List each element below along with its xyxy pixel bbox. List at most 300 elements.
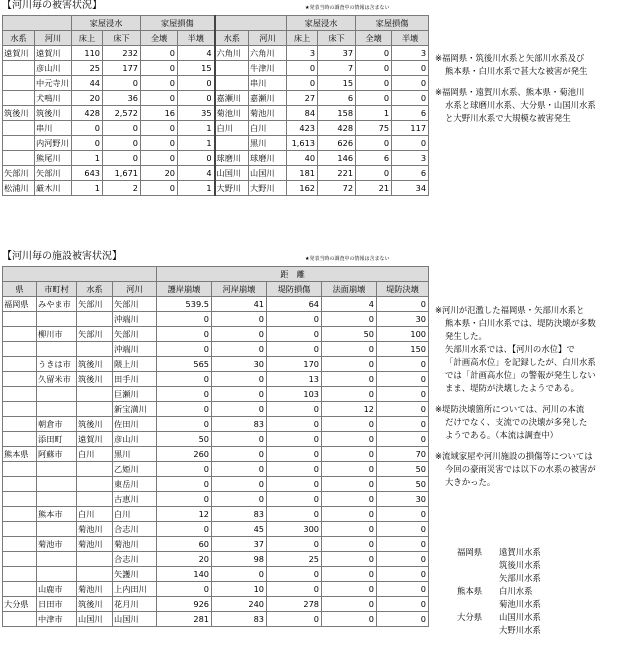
table-cell: 矢部川 <box>77 297 113 312</box>
table-cell: 0 <box>157 387 212 402</box>
table-cell: 2,572 <box>103 106 141 121</box>
table-cell: みやま市 <box>37 297 77 312</box>
table-cell: 177 <box>103 61 141 76</box>
table-cell <box>77 492 113 507</box>
column-header: 水系 <box>77 282 113 297</box>
remark-line: ようである。（本流は調査中） <box>445 430 559 440</box>
table-cell: 162 <box>287 181 318 196</box>
remark-line: ※堤防決壊箇所については、河川の本流 <box>435 404 585 414</box>
table-cell: 0 <box>287 76 318 91</box>
table-cell: 0 <box>212 462 267 477</box>
table-cell: 0 <box>103 151 141 166</box>
table-row <box>3 327 429 342</box>
table-row <box>3 312 429 327</box>
table-cell <box>77 552 113 567</box>
table-cell: 50 <box>377 477 429 492</box>
table-cell: 0 <box>157 522 212 537</box>
section2-note: ★発表当時の調査中の情報は含まない <box>305 256 390 262</box>
table-cell <box>3 537 37 552</box>
water-system-label: 矢部川水系 <box>499 572 541 583</box>
table-cell: 0 <box>157 462 212 477</box>
table-cell: 牛津川 <box>249 61 287 76</box>
table-row <box>3 76 429 91</box>
table-cell: 0 <box>377 357 429 372</box>
table-cell: 0 <box>377 612 429 627</box>
table-cell: 熊本県 <box>3 447 37 462</box>
water-system-label: 筑後川水系 <box>499 559 541 570</box>
table-cell: 白川 <box>249 121 287 136</box>
list-item <box>457 545 577 558</box>
table-cell: 筑後川 <box>77 357 113 372</box>
water-system-label: 遠賀川水系 <box>499 546 541 557</box>
table-row <box>3 136 429 151</box>
table-cell: 0 <box>178 76 215 91</box>
table-cell: 白川 <box>77 507 113 522</box>
table-cell: 40 <box>287 151 318 166</box>
table-cell: 232 <box>103 46 141 61</box>
table-row <box>3 612 429 627</box>
table-cell: 0 <box>267 612 322 627</box>
column-header: 全壊 <box>141 31 178 46</box>
remark-line: 矢部川水系では、【河川の水位】で <box>445 344 575 354</box>
table-cell: 0 <box>141 91 178 106</box>
table-cell: 白川 <box>77 447 113 462</box>
remark-line: では「計画高水位」の警報が発生しない <box>445 370 596 380</box>
table-row <box>3 357 429 372</box>
water-system-label: 山国川水系 <box>499 611 541 622</box>
table-cell: 0 <box>212 432 267 447</box>
table-cell: 山国川 <box>249 166 287 181</box>
table-cell: 合志川 <box>113 522 157 537</box>
table-cell: 0 <box>212 567 267 582</box>
table-cell: 2 <box>103 181 141 196</box>
table-cell: 98 <box>212 552 267 567</box>
table-cell: 20 <box>141 166 178 181</box>
table-cell <box>215 136 249 151</box>
table-cell: 六角川 <box>215 46 249 61</box>
table-cell: 626 <box>318 136 356 151</box>
table-cell: 0 <box>267 582 322 597</box>
table-cell <box>3 387 37 402</box>
table-cell: 厳木川 <box>35 181 72 196</box>
table-row <box>3 507 429 522</box>
table-cell: 0 <box>322 387 377 402</box>
table-cell <box>77 477 113 492</box>
table-cell: 矢護川 <box>113 567 157 582</box>
remark-line: 水系と球磨川水系、大分県・山国川水系 <box>445 100 596 110</box>
table-cell <box>3 522 37 537</box>
table-cell: 筑後川 <box>77 417 113 432</box>
table-cell: 矢部川 <box>77 327 113 342</box>
table-cell: 20 <box>72 91 103 106</box>
table-cell: 83 <box>212 612 267 627</box>
table-cell <box>3 492 37 507</box>
table-cell: 0 <box>267 462 322 477</box>
table-cell: 3 <box>392 46 429 61</box>
table-cell: 0 <box>212 402 267 417</box>
table-cell: 内河野川 <box>35 136 72 151</box>
table-cell: 0 <box>322 462 377 477</box>
table-cell: 嘉瀬川 <box>249 91 287 106</box>
table-cell: 16 <box>141 106 178 121</box>
table-cell: 山国川 <box>77 612 113 627</box>
table-cell: 0 <box>267 492 322 507</box>
table-cell: 熊尾川 <box>35 151 72 166</box>
table-cell: 0 <box>322 417 377 432</box>
table-cell: 0 <box>267 312 322 327</box>
table-cell: 阿蘇市 <box>37 447 77 462</box>
table-cell: 423 <box>287 121 318 136</box>
table-cell: 合志川 <box>113 552 157 567</box>
table-cell: 539.5 <box>157 297 212 312</box>
table-cell: 44 <box>72 76 103 91</box>
table-cell: 0 <box>267 567 322 582</box>
table-cell: 山鹿市 <box>37 582 77 597</box>
table-cell: 0 <box>157 342 212 357</box>
list-item <box>457 610 577 623</box>
column-header: 河川 <box>113 282 157 297</box>
table-cell: 菊池川 <box>77 582 113 597</box>
table-cell: 0 <box>392 76 429 91</box>
remark-line: まま、堤防が決壊したようである。 <box>445 383 579 393</box>
table-cell: 古恵川 <box>113 492 157 507</box>
table-cell: 熊本市 <box>37 507 77 522</box>
table-cell: 中津市 <box>37 612 77 627</box>
table-cell: 0 <box>212 312 267 327</box>
table-cell: 0 <box>356 61 392 76</box>
remark-line: ※河川が氾濫した福岡県・矢部川水系と <box>435 305 585 315</box>
table-cell: 0 <box>356 136 392 151</box>
table-cell: 遠賀川 <box>3 46 35 61</box>
section2-title: 【河川毎の施設被害状況】 <box>2 251 122 262</box>
table-cell: 串川 <box>249 76 287 91</box>
remark-line: 今回の豪雨災害では以下の水系の被害が <box>445 464 596 474</box>
table-row <box>3 492 429 507</box>
remark-paragraph <box>435 86 596 125</box>
table-cell: 0 <box>377 417 429 432</box>
table-cell: 0 <box>322 567 377 582</box>
table-cell <box>77 387 113 402</box>
table-cell: 菊池市 <box>37 537 77 552</box>
table-cell: 白川 <box>215 121 249 136</box>
remark-line: 熊本県・白川水系で甚大な被害が発生 <box>445 66 588 76</box>
table-cell: 筑後川 <box>35 106 72 121</box>
table-cell: 菊池川 <box>113 537 157 552</box>
table-row <box>3 462 429 477</box>
table-cell: 田手川 <box>113 372 157 387</box>
table-cell: 巨瀬川 <box>113 387 157 402</box>
table-cell: 沖端川 <box>113 342 157 357</box>
table-cell: 0 <box>267 342 322 357</box>
water-system-label: 白川水系 <box>499 585 533 596</box>
column-header: 法面崩壊 <box>322 282 377 297</box>
list-item <box>457 584 577 597</box>
table-cell: 日田市 <box>37 597 77 612</box>
table-cell: 0 <box>267 432 322 447</box>
table-row <box>3 402 429 417</box>
table-cell: 筑後川 <box>77 372 113 387</box>
table-cell <box>3 121 35 136</box>
table-cell <box>3 91 35 106</box>
table-cell: 75 <box>356 121 392 136</box>
table-cell: 300 <box>267 522 322 537</box>
table-cell: 240 <box>212 597 267 612</box>
table-cell: 221 <box>318 166 356 181</box>
table-row <box>3 151 429 166</box>
table-cell: 0 <box>141 136 178 151</box>
table-cell: 181 <box>287 166 318 181</box>
table-cell: 菊池川 <box>249 106 287 121</box>
table-cell <box>3 61 35 76</box>
table-row <box>3 166 429 181</box>
table-cell: 30 <box>377 312 429 327</box>
table-cell: 0 <box>377 522 429 537</box>
table-cell <box>3 612 37 627</box>
remark-paragraph <box>435 403 596 442</box>
table-cell <box>3 507 37 522</box>
table-row <box>3 91 429 106</box>
table-cell: 12 <box>322 402 377 417</box>
group-distance: 距 離 <box>157 267 429 282</box>
table-cell <box>3 327 37 342</box>
remark-paragraph <box>435 450 596 489</box>
column-header: 半壊 <box>392 31 429 46</box>
table-cell: 27 <box>287 91 318 106</box>
remark-paragraph <box>435 52 596 78</box>
table-cell: 83 <box>212 507 267 522</box>
table-cell: 0 <box>157 582 212 597</box>
table-cell: 0 <box>267 507 322 522</box>
table-cell: 東岳川 <box>113 477 157 492</box>
table-cell: 矢部川 <box>3 166 35 181</box>
table-cell: 大野川 <box>249 181 287 196</box>
table-cell <box>77 312 113 327</box>
table-cell <box>37 567 77 582</box>
table-row <box>3 387 429 402</box>
table-row <box>3 477 429 492</box>
table-cell: 彦山川 <box>35 61 72 76</box>
table-cell <box>3 357 37 372</box>
remark-line: と大野川水系で大規模な被害発生 <box>445 113 571 123</box>
table-cell: 0 <box>322 537 377 552</box>
prefecture-label <box>457 623 499 636</box>
table-cell <box>37 552 77 567</box>
list-item <box>457 558 577 571</box>
table-cell: 0 <box>103 121 141 136</box>
table-cell: 3 <box>287 46 318 61</box>
column-header: 河川 <box>35 31 72 46</box>
table-cell: 矢部川 <box>35 166 72 181</box>
table-cell: 0 <box>178 151 215 166</box>
facility-damage-table <box>2 266 429 627</box>
table-cell: 0 <box>157 492 212 507</box>
table-cell: 20 <box>157 552 212 567</box>
table-cell: 黒川 <box>113 447 157 462</box>
table-cell: 0 <box>103 136 141 151</box>
remark-line: 熊本県・白川水系では、堤防決壊が多数 <box>445 318 596 328</box>
prefecture-label <box>457 597 499 610</box>
table-cell: 117 <box>392 121 429 136</box>
table-cell: 146 <box>318 151 356 166</box>
table-cell: 0 <box>377 372 429 387</box>
table-row <box>3 582 429 597</box>
table-cell: 0 <box>392 61 429 76</box>
table-cell: 筑後川 <box>3 106 35 121</box>
table-cell: 25 <box>267 552 322 567</box>
column-header: 護岸崩壊 <box>157 282 212 297</box>
table-cell: 0 <box>322 477 377 492</box>
table-cell: 矢部川 <box>113 297 157 312</box>
column-header: 床上 <box>287 31 318 46</box>
table-row <box>3 61 429 76</box>
table-cell: 0 <box>392 136 429 151</box>
table-cell: 黒川 <box>249 136 287 151</box>
table-cell: 犬鳴川 <box>35 91 72 106</box>
list-item <box>457 597 577 610</box>
table-cell: 嘉瀬川 <box>215 91 249 106</box>
table-cell: 0 <box>212 447 267 462</box>
table-cell: 0 <box>322 612 377 627</box>
table-cell: 佐田川 <box>113 417 157 432</box>
prefecture-label: 福岡県 <box>457 546 483 557</box>
section2-remarks <box>435 304 596 497</box>
column-header: 河岸崩壊 <box>212 282 267 297</box>
table-cell: 25 <box>72 61 103 76</box>
table-cell: 0 <box>157 477 212 492</box>
table-cell: 0 <box>377 552 429 567</box>
table-cell: 0 <box>356 91 392 106</box>
table-cell: 0 <box>178 91 215 106</box>
table-cell: 0 <box>212 342 267 357</box>
table-cell <box>3 402 37 417</box>
table-cell: 6 <box>392 106 429 121</box>
column-header: 床下 <box>103 31 141 46</box>
table-cell: 0 <box>322 312 377 327</box>
list-item <box>457 571 577 584</box>
table-row <box>3 567 429 582</box>
affected-water-systems <box>457 545 577 636</box>
table-cell: 13 <box>267 372 322 387</box>
table-cell <box>3 151 35 166</box>
table-cell: 278 <box>267 597 322 612</box>
table-row <box>3 372 429 387</box>
remark-line: 「計画高水位」を記録したが、白川水系 <box>445 357 596 367</box>
table-cell: 0 <box>377 297 429 312</box>
table-cell: 30 <box>377 492 429 507</box>
table-cell: 0 <box>322 507 377 522</box>
table-cell: 50 <box>377 462 429 477</box>
table-cell: 0 <box>377 582 429 597</box>
table-cell: 565 <box>157 357 212 372</box>
table-cell: 6 <box>392 166 429 181</box>
table-cell: 0 <box>377 597 429 612</box>
table-cell: 0 <box>212 492 267 507</box>
table-row <box>3 447 429 462</box>
table-cell: 0 <box>267 477 322 492</box>
table-cell: 1 <box>178 181 215 196</box>
table-cell <box>77 342 113 357</box>
table-cell: 球磨川 <box>215 151 249 166</box>
column-header: 水系 <box>3 31 35 46</box>
column-header: 堤防決壊 <box>377 282 429 297</box>
table-cell: 1,613 <box>287 136 318 151</box>
table-cell <box>37 462 77 477</box>
remark-line: だけでなく、支流での決壊が多発した <box>445 417 588 427</box>
table-cell: 山国川 <box>215 166 249 181</box>
table-cell: 12 <box>157 507 212 522</box>
table-cell: 0 <box>267 402 322 417</box>
table-cell <box>3 76 35 91</box>
table-cell: 1,671 <box>103 166 141 181</box>
column-header: 水系 <box>215 31 249 46</box>
house-damage-table <box>2 15 429 196</box>
table-cell: 15 <box>178 61 215 76</box>
table-cell: 0 <box>212 327 267 342</box>
table-cell: 松浦川 <box>3 181 35 196</box>
table-cell: 170 <box>267 357 322 372</box>
table-cell <box>215 61 249 76</box>
table-cell: 110 <box>72 46 103 61</box>
column-header: 半壊 <box>178 31 215 46</box>
table-cell: 0 <box>392 91 429 106</box>
table-cell: 0 <box>377 537 429 552</box>
table-cell: 隈上川 <box>113 357 157 372</box>
table-cell: 矢部川 <box>113 327 157 342</box>
water-system-label: 菊池川水系 <box>499 598 541 609</box>
table-cell: 0 <box>356 76 392 91</box>
table-row <box>3 342 429 357</box>
table-cell: 0 <box>322 522 377 537</box>
table-cell: 遠賀川 <box>77 432 113 447</box>
table-row <box>3 417 429 432</box>
table-cell: 0 <box>141 46 178 61</box>
table-cell <box>3 432 37 447</box>
water-system-label: 大野川水系 <box>499 624 541 635</box>
table-cell: 0 <box>157 402 212 417</box>
section1-note: ★発表当時の調査中の情報は含まない <box>305 5 390 11</box>
table-cell: 4 <box>178 166 215 181</box>
table-cell: 7 <box>318 61 356 76</box>
table-cell: 0 <box>322 582 377 597</box>
table-cell: 大分県 <box>3 597 37 612</box>
table-cell: 菊池川 <box>215 106 249 121</box>
table-cell: 0 <box>72 121 103 136</box>
table-cell <box>37 312 77 327</box>
table-cell: うきは市 <box>37 357 77 372</box>
table-row <box>3 297 429 312</box>
table-cell: 中元寺川 <box>35 76 72 91</box>
table-cell: 0 <box>141 151 178 166</box>
table-cell <box>3 462 37 477</box>
table-cell: 70 <box>377 447 429 462</box>
table-cell: 花月川 <box>113 597 157 612</box>
table-cell: 0 <box>141 76 178 91</box>
table-cell: 1 <box>178 121 215 136</box>
table-cell: 0 <box>356 46 392 61</box>
table-cell: 0 <box>141 121 178 136</box>
column-header: 堤防損傷 <box>267 282 322 297</box>
remark-line: 大きかった。 <box>445 477 496 487</box>
table-cell: 72 <box>318 181 356 196</box>
table-cell: 0 <box>157 417 212 432</box>
table-row <box>3 552 429 567</box>
table-cell <box>37 492 77 507</box>
column-header: 床下 <box>318 31 356 46</box>
table-cell: 643 <box>72 166 103 181</box>
table-row <box>3 121 429 136</box>
table-cell: 新宝満川 <box>113 402 157 417</box>
table-cell: 103 <box>267 387 322 402</box>
